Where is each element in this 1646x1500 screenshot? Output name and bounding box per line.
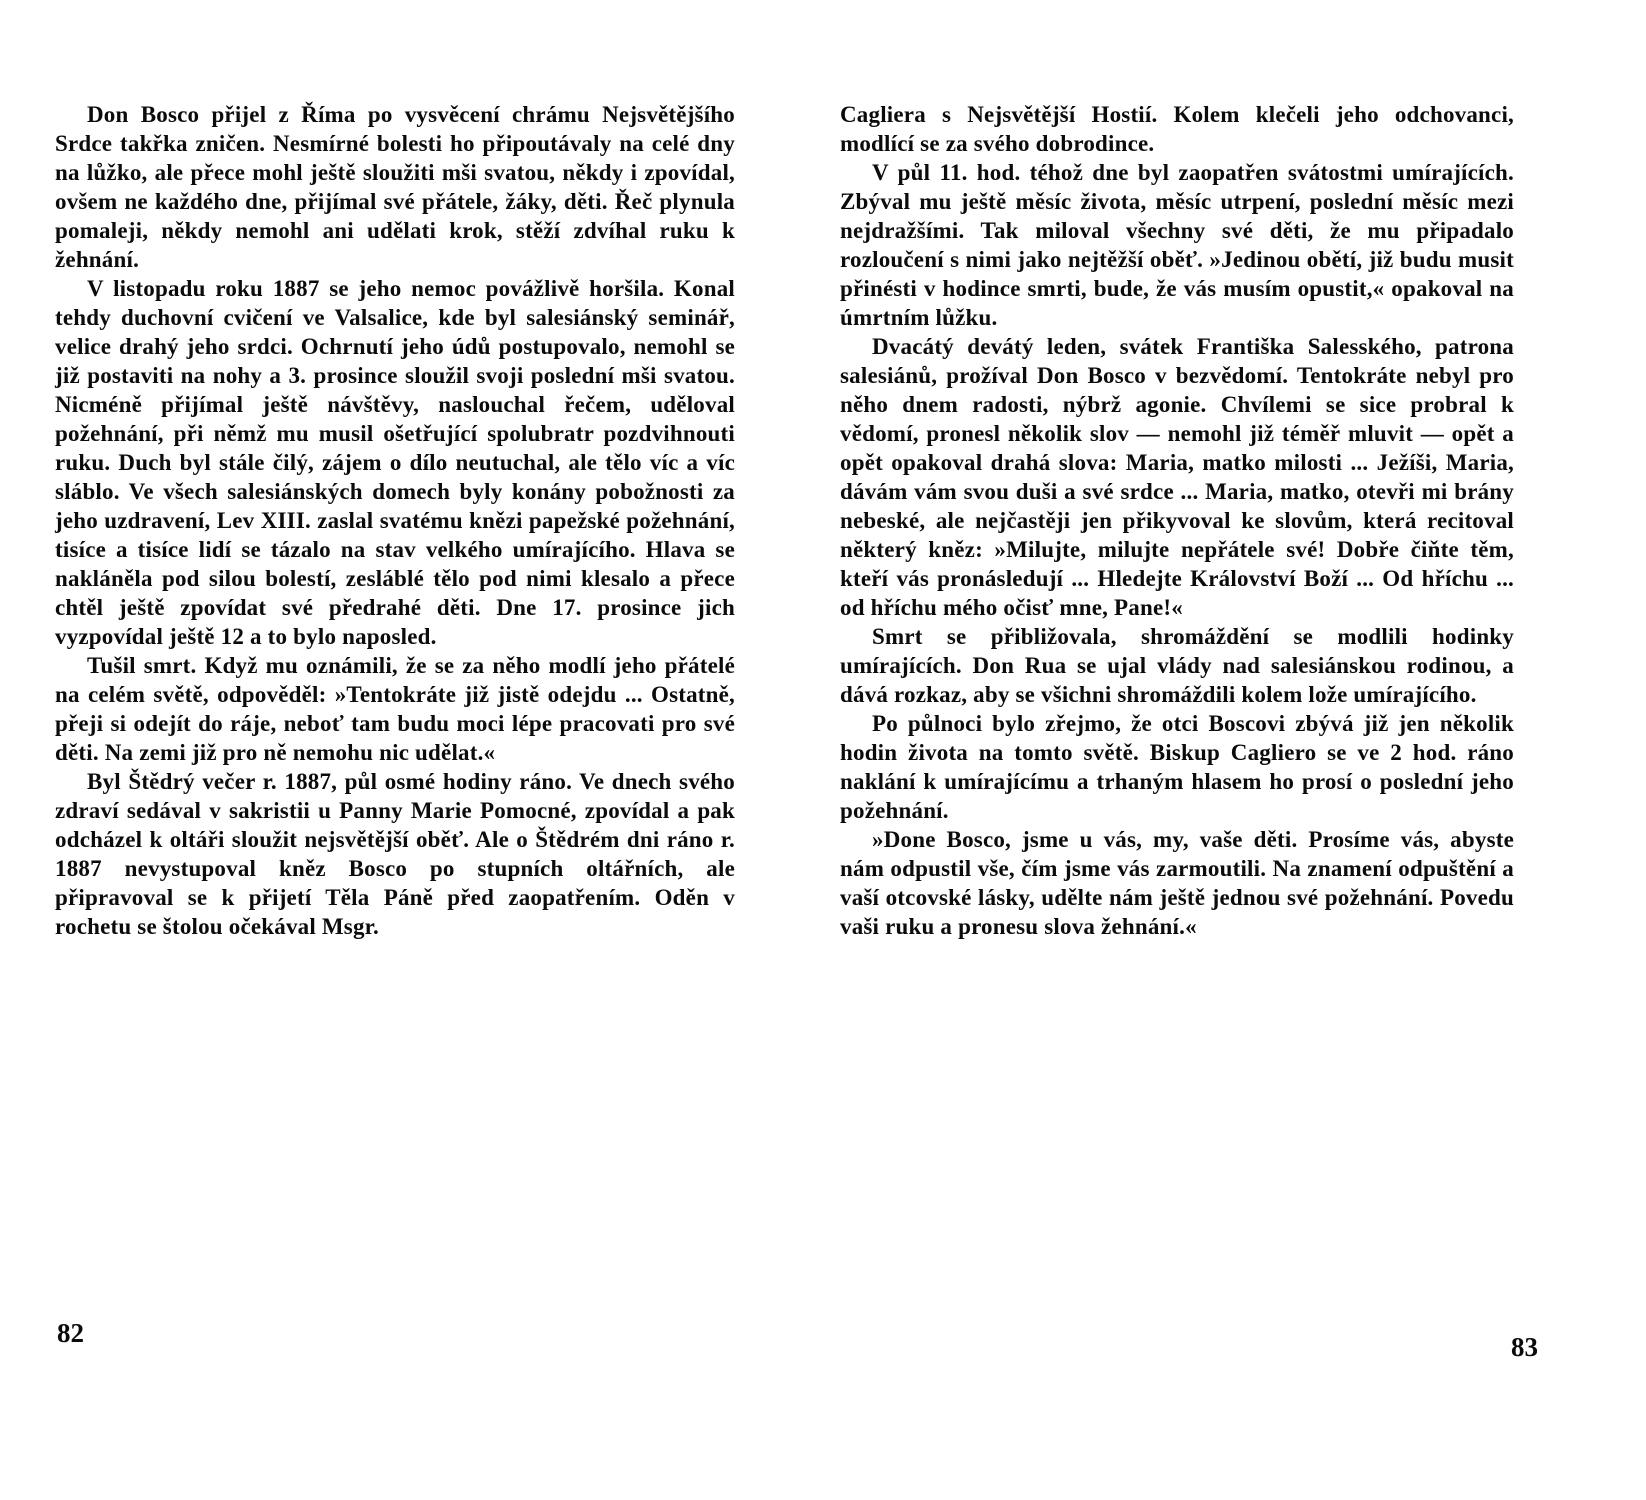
paragraph: »Done Bosco, jsme u vás, my, vaše děti. Prosíme vás, abyste nám odpustil vše, čím jsme vás zarmoutili. Na znamení odpuštění a vaší otcovské lásky, udělte nám ještě jednou své požehnání. Povedu vaši ruku a pronesu slova žehnání.« xyxy=(840,827,1514,939)
right-page-text-column xyxy=(840,100,1514,941)
paragraph: Byl Štědrý večer r. 1887, půl osmé hodiny ráno. Ve dnech svého zdraví sedával v sakristii u Panny Marie Pomocné, zpovídal a pak odcházel k oltáři sloužit nejsvětější oběť. Ale o Štědrém dni ráno r. 1887 nevystupoval kněz Bosco po stupních oltářních, ale připravoval se k přijetí Těla Páně před zaopatřením. Oděn v rochetu se štolou očekával Msgr. xyxy=(55,769,735,939)
paragraph: Smrt se přibližovala, shromáždění se modlili hodinky umírajících. Don Rua se ujal vlády nad salesiánskou rodinou, a dává rozkaz, aby se všichni shromáždili kolem lože umírajícího. xyxy=(840,624,1514,707)
paragraph: Tušil smrt. Když mu oznámili, že se za něho modlí jeho přátelé na celém světě, odpověděl: »Tentokráte již jistě odejdu ... Ostatně, přeji si odejít do ráje, neboť tam budu moci lépe pracovati pro své děti. Na zemi již pro ně nemohu nic udělat.« xyxy=(55,653,735,765)
paragraph-continuation: Cagliera s Nejsvětější Hostií. Kolem klečeli jeho odchovanci, modlící se za svého dobrodince. xyxy=(840,102,1514,156)
page-number-left: 82 xyxy=(57,1318,84,1348)
paragraph: V listopadu roku 1887 se jeho nemoc povážlivě horšila. Konal tehdy duchovní cvičení ve Valsalice, kde byl salesiánský seminář, velice drahý jeho srdci. Ochrnutí jeho údů postupovalo, nemohl se již postaviti na nohy a 3. prosince sloužil svoji poslední mši svatou. Nicméně přijímal ještě návštěvy, naslouchal řečem, uděloval požehnání, při němž mu musil ošetřující spolubratr pozdvihnouti ruku. Duch byl stále čilý, zájem o dílo neutuchal, ale tělo víc a víc sláblo. Ve všech salesiánských domech byly konány pobožnosti za jeho uzdravení, Lev XIII. zaslal svatému knězi papežské požehnání, tisíce a tisíce lidí se tázalo na stav velkého umírajícího. Hlava se nakláněla pod silou bolestí, zesláblé tělo pod nimi klesalo a přece chtěl ještě zpovídat své předrahé děti. Dne 17. prosince jich vyzpovídal ještě 12 a to bylo naposled. xyxy=(55,276,735,649)
left-page-text-column xyxy=(55,100,735,941)
paragraph: Don Bosco přijel z Říma po vysvěcení chrámu Nejsvětějšího Srdce takřka zničen. Nesmírné bolesti ho připoutávaly na celé dny na lůžko, ale přece mohl ještě sloužiti mši svatou, někdy i zpovídal, ovšem ne každého dne, přijímal své přátele, žáky, děti. Řeč plynula pomaleji, někdy nemohl ani udělati krok, stěží zdvíhal ruku k žehnání. xyxy=(55,102,735,272)
paragraph: Po půlnoci bylo zřejmo, že otci Boscovi zbývá již jen několik hodin života na tomto světě. Biskup Cagliero se ve 2 hod. ráno naklání k umírajícímu a trhaným hlasem ho prosí o poslední jeho požehnání. xyxy=(840,711,1514,823)
paragraph: Dvacátý devátý leden, svátek Františka Salesského, patrona salesiánů, prožíval Don Bosco v bezvědomí. Tentokráte nebyl pro něho dnem radosti, nýbrž agonie. Chvílemi se sice probral k vědomí, pronesl několik slov — nemohl již téměř mluvit — opět a opět opakoval drahá slova: Maria, matko milosti ... Ježíši, Maria, dávám vám svou duši a své srdce ... Maria, matko, otevři mi brány nebeské, ale nejčastěji jen přikyvoval ke slovům, která recitoval některý kněz: »Milujte, milujte nepřátele své! Dobře čiňte těm, kteří vás pronásledují ... Hledejte Království Boží ... Od hříchu ... od hříchu mého očisť mne, Pane!« xyxy=(840,334,1514,620)
paragraph: V půl 11. hod. téhož dne byl zaopatřen svátostmi umírajících. Zbýval mu ještě měsíc života, měsíc utrpení, poslední měsíc mezi nejdražšími. Tak miloval všechny své děti, že mu připadalo rozloučení s nimi jako nejtěžší oběť. »Jedinou obětí, již budu musit přinésti v hodince smrti, bude, že vás musím opustit,« opakoval na úmrtním lůžku. xyxy=(840,160,1514,330)
page-number-right: 83 xyxy=(1511,1332,1538,1362)
